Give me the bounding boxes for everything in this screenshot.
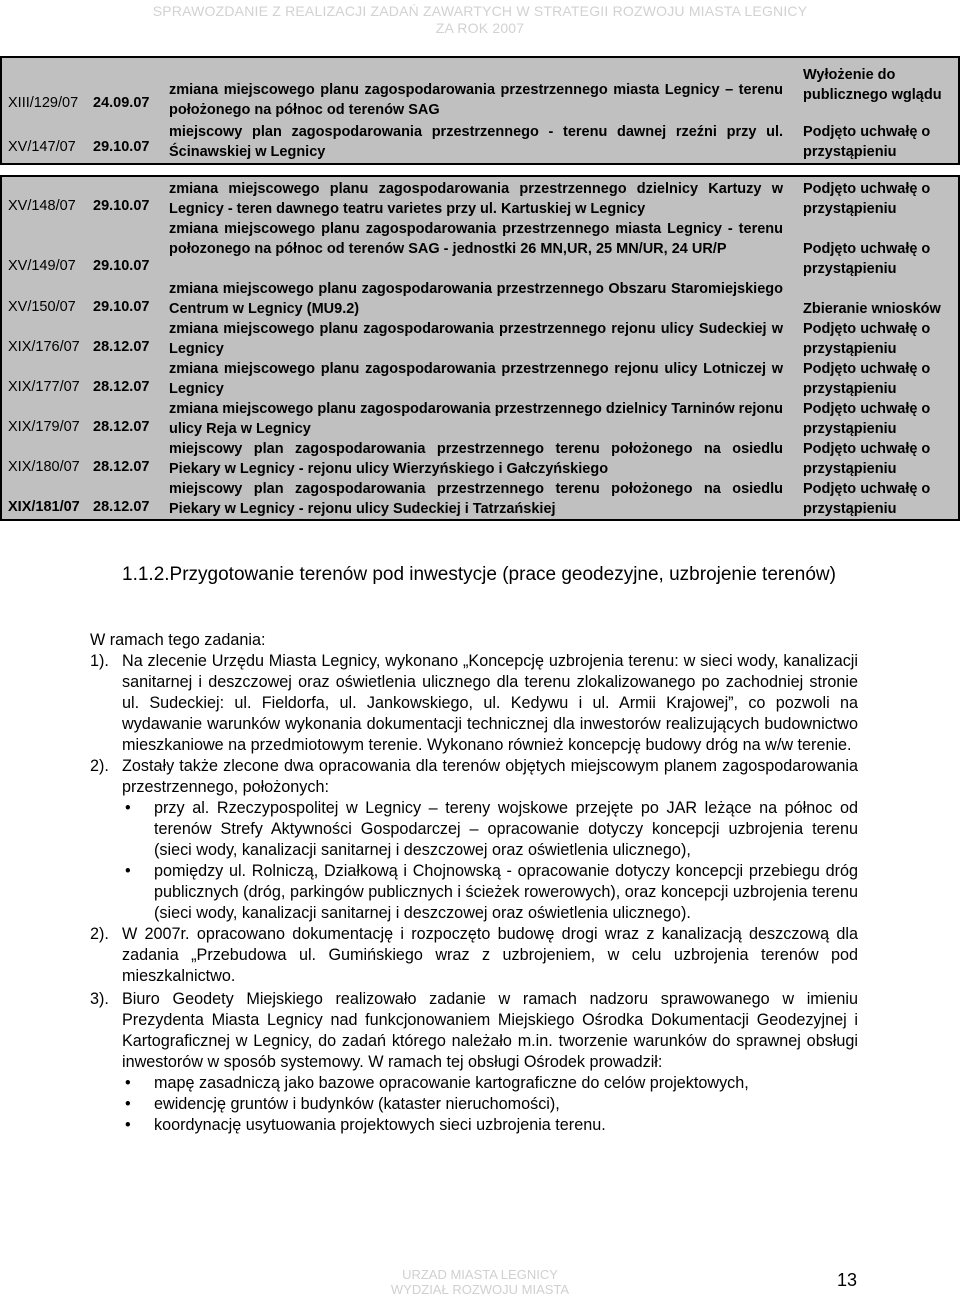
plan-status: Podjęto uchwałę o przystąpieniu: [803, 401, 931, 437]
table-row: [1, 219, 959, 279]
bullet-text: ewidencję gruntów i budynków (kataster nieruchomości),: [154, 1095, 560, 1113]
list-item: [90, 756, 858, 798]
plan-status: Podjęto uchwałę o przystąpieniu: [803, 181, 931, 217]
table-row: [1, 399, 959, 439]
footer-line-2: WYDZIAŁ ROZWOJU MIASTA: [390, 1282, 570, 1297]
bullet-icon: •: [125, 1116, 131, 1134]
resolution-date: 29.10.07: [93, 198, 150, 214]
bullet-icon: •: [125, 1074, 131, 1092]
plan-status: Podjęto uchwałę o przystąpieniu: [803, 124, 931, 160]
resolution-date: 24.09.07: [93, 95, 150, 111]
plan-status: Podjęto uchwałę o przystąpieniu: [803, 361, 931, 397]
resolution-number: XIX/180/07: [8, 459, 80, 475]
table-row: [1, 319, 959, 359]
bullet-icon: •: [125, 1095, 131, 1113]
section-number: 1.1.2.: [122, 564, 170, 585]
plan-description: zmiana miejscowego planu zagospodarowania przestrzennego miasta Legnicy – terenu położonego na północ od terenów SAG: [169, 82, 783, 118]
bullet-text: mapę zasadniczą jako bazowe opracowanie kartograficzne do celów projektowych,: [154, 1074, 749, 1092]
table-row: [1, 120, 959, 164]
item-marker: 1).: [90, 652, 109, 670]
bullet-item: [122, 1073, 858, 1094]
plans-table-top: [0, 56, 958, 165]
section-title: Przygotowanie terenów pod inwestycje (prace geodezyjne, uzbrojenie terenów): [169, 564, 836, 585]
resolution-number: XIX/176/07: [8, 339, 80, 355]
table-row: [1, 439, 959, 479]
resolution-date: 29.10.07: [93, 139, 150, 155]
page-footer: [0, 1267, 960, 1297]
item-marker: 3).: [90, 990, 109, 1008]
page-number: 13: [836, 1270, 857, 1290]
resolution-number: XV/150/07: [8, 299, 76, 315]
resolution-date: 28.12.07: [93, 459, 150, 475]
resolution-date: 29.10.07: [93, 299, 150, 315]
section-body: [90, 630, 858, 1136]
header-line-1: SPRAWOZDANIE Z REALIZACJI ZADAŃ ZAWARTYCH W STRATEGII ROZWOJU MIASTA LEGNICY: [152, 3, 808, 19]
plan-status: Podjęto uchwałę o przystąpieniu: [803, 321, 931, 357]
resolution-number: XIX/177/07: [8, 379, 80, 395]
item-text: Biuro Geodety Miejskiego realizowało zadanie w ramach nadzoru sprawowanego w imieniu Prezydenta Miasta Legnicy nad funkcjonowaniem Miejskiego Ośrodka Dokumentacji Geodezyjnej i Kartograficznej w Legnicy, do zadań którego należało m.in. tworzenie warunków do sprawnej obsługi inwestorów w sposób systemowy. W ramach tej obsługi Ośrodek prowadził:: [122, 990, 858, 1071]
footer-line-1: URZAD MIASTA LEGNICY: [402, 1267, 558, 1282]
resolution-number: XV/147/07: [8, 139, 76, 155]
resolution-number: XIII/129/07: [8, 95, 79, 111]
resolution-number: XIX/179/07: [8, 419, 80, 435]
section-heading: [122, 563, 862, 587]
bullet-text: przy al. Rzeczypospolitej w Legnicy – tereny wojskowe przejęte po JAR leżące na północ od terenów Strefy Aktywności Gospodarczej – opracowanie dotyczy koncepcji uzbrojenia terenu (sieci wody, kanalizacji sanitarnej i deszczowej oraz oświetlenia ulicznego),: [154, 799, 858, 859]
plan-description: zmiana miejscowego planu zagospodarowania przestrzennego miasta Legnicy - terenu połozonego na północ od terenów SAG - jednostki 26 MN,UR, 25 MN/UR, 24 UR/P: [169, 221, 783, 257]
bullet-item: [122, 798, 858, 861]
plan-description: miejscowy plan zagospodarowania przestrzennego terenu położonego na osiedlu Piekary w Legnicy - rejonu ulicy Wierzyńskiego i Gałczyńskiego: [169, 441, 783, 477]
bullet-item: [122, 1094, 858, 1115]
plan-description: zmiana miejscowego planu zagospodarowania przestrzennego rejonu ulicy Sudeckiej w Legnicy: [169, 321, 783, 357]
plan-status: Wyłożenie do publicznego wglądu: [803, 67, 942, 103]
table-row: [1, 359, 959, 399]
bullet-item: [122, 1115, 858, 1136]
bullet-icon: •: [125, 799, 131, 817]
resolution-number: XV/149/07: [8, 258, 76, 274]
plan-status: Podjęto uchwałę o przystąpieniu: [803, 481, 931, 517]
plan-description: miejscowy plan zagospodarowania przestrzennego - terenu dawnej rzeźni przy ul. Ścinawskiej w Legnicy: [169, 124, 783, 160]
resolution-date: 28.12.07: [93, 419, 150, 435]
section-intro: W ramach tego zadania:: [90, 631, 266, 649]
table-row: [1, 279, 959, 319]
list-item: [90, 924, 858, 987]
plan-description: zmiana miejscowego planu zagospodarowania przestrzennego rejonu ulicy Lotniczej w Legnicy: [169, 361, 783, 397]
plan-description: miejscowy plan zagospodarowania przestrzennego terenu położonego na osiedlu Piekary w Legnicy - rejonu ulicy Sudeckiej i Tatrzańskiej: [169, 481, 783, 517]
table-row: [1, 57, 959, 120]
item-text: W 2007r. opracowano dokumentację i rozpoczęto budowę drogi wraz z kanalizacją deszczową dla zadania „Przebudowa ul. Gumińskiego wraz z uzbrojeniem, w celu uzbrojenia terenów pod mieszkalnictwo.: [122, 925, 858, 985]
plan-description: zmiana miejscowego planu zagospodarowania przestrzennego dzielnicy Kartuzy w Legnicy - teren dawnego teatru varietes przy ul. Kartuskiej w Legnicy: [169, 181, 783, 217]
resolution-date: 28.12.07: [93, 339, 150, 355]
table-row: [1, 176, 959, 219]
resolution-date: 28.12.07: [93, 379, 150, 395]
resolution-date: 28.12.07: [93, 499, 150, 515]
plan-status: Podjęto uchwałę o przystąpieniu: [803, 241, 931, 277]
resolution-number: XIX/181/07: [8, 499, 80, 515]
bullet-item: [122, 861, 858, 924]
item-text: Zostały także zlecone dwa opracowania dla terenów objętych miejscowym planem zagospodarowania przestrzennego, położonych:: [122, 757, 858, 796]
header-line-2: ZA ROK 2007: [435, 20, 525, 36]
bullet-text: koordynację usytuowania projektowych sieci uzbrojenia terenu.: [154, 1116, 606, 1134]
item-marker: 2).: [90, 757, 109, 775]
plan-description: zmiana miejscowego planu zagospodarowania przestrzennego Obszaru Staromiejskiego Centrum w Legnicy (MU9.2): [169, 281, 783, 317]
page-header: [0, 0, 960, 37]
list-item: [90, 651, 858, 756]
bullet-icon: •: [125, 862, 131, 880]
table-row: [1, 479, 959, 520]
bullet-text: pomiędzy ul. Rolniczą, Działkową i Chojnowską - opracowanie dotyczy koncepcji przebiegu dróg publicznych (dróg, parkingów publicznych i ścieżek rowerowych), oraz koncepcji uzbrojenia terenu (sieci wody, kanalizacji sanitarnej i deszczowej oraz oświetlenia ulicznego).: [154, 862, 858, 922]
plans-table-bottom: [0, 175, 958, 521]
item-text: Na zlecenie Urzędu Miasta Legnicy, wykonano „Koncepcję uzbrojenia terenu: w sieci wody, kanalizacji sanitarnej i deszczowej oraz oświetlenia ulicznego dla terenu zlokalizowanego po zachodniej stronie ul. Sudeckiej: ul. Fieldorfa, ul. Jankowskiego, ul. Kedywu i ul. Armii Krajowej”, co pozwoli na wydawanie warunków wykonania dokumentacji technicznej dla inwestorów realizujących budownictwo mieszkaniowe na przedmiotowym terenie. Wykonano również koncepcję budowy dróg na w/w terenie.: [122, 652, 858, 754]
plan-description: zmiana miejscowego planu zagospodarowania przestrzennego dzielnicy Tarninów rejonu ulicy Reja w Legnicy: [169, 401, 783, 437]
plan-status: Podjęto uchwałę o przystąpieniu: [803, 441, 931, 477]
resolution-number: XV/148/07: [8, 198, 76, 214]
plan-status: Zbieranie wniosków: [803, 301, 941, 317]
item-marker: 2).: [90, 925, 109, 943]
resolution-date: 29.10.07: [93, 258, 150, 274]
list-item: [90, 989, 858, 1073]
